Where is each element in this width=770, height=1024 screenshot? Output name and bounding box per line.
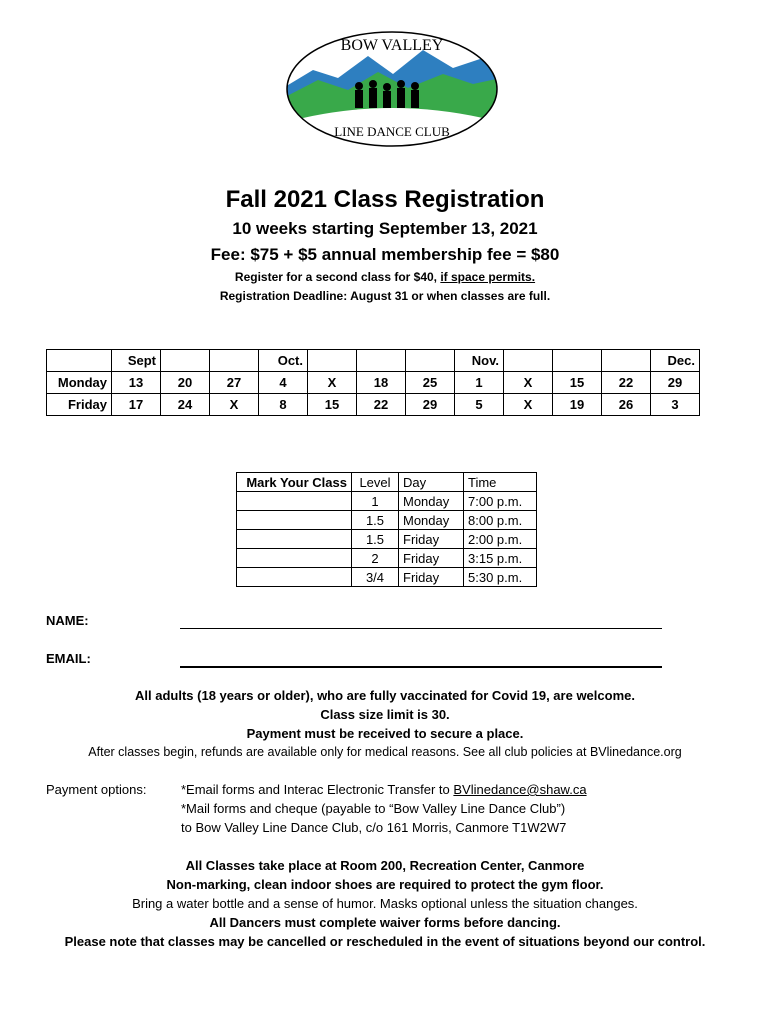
calendar-date: 22: [602, 372, 651, 394]
calendar-date: 22: [357, 394, 406, 416]
deadline-note: Registration Deadline: August 31 or when classes are full.: [219, 289, 551, 303]
class-time: 5:30 p.m.: [464, 568, 537, 587]
calendar-date: 17: [112, 394, 161, 416]
subtitle-start-date: 10 weeks starting September 13, 2021: [232, 219, 538, 238]
calendar-date: X: [308, 372, 357, 394]
second-class-note: [0, 270, 770, 284]
mark-class-cell[interactable]: [237, 549, 352, 568]
class-time: 3:15 p.m.: [464, 549, 537, 568]
calendar-date: 27: [210, 372, 259, 394]
email-label: EMAIL:: [46, 651, 91, 666]
calendar-date: 8: [259, 394, 308, 416]
class-day: Monday: [399, 511, 464, 530]
calendar-date: 25: [406, 372, 455, 394]
class-selection-table: [236, 472, 537, 587]
payment-mail-address: to Bow Valley Line Dance Club, c/o 161 Morris, Canmore T1W2W7: [181, 820, 567, 835]
payment-option-email: [181, 782, 587, 797]
calendar-date: X: [504, 372, 553, 394]
location-notice: All Classes take place at Room 200, Recreation Center, Canmore: [185, 858, 585, 873]
payment-email-text: *Email forms and Interac Electronic Transfer to: [181, 782, 454, 797]
class-row: [237, 530, 537, 549]
class-day: Friday: [399, 530, 464, 549]
calendar-cell: [210, 350, 259, 372]
calendar-cell: [47, 350, 112, 372]
level-header: Level: [352, 473, 399, 492]
calendar-cell: [406, 350, 455, 372]
day-header: Day: [399, 473, 464, 492]
waiver-notice: All Dancers must complete waiver forms before dancing.: [209, 915, 561, 930]
calendar-cell: [357, 350, 406, 372]
subtitle-fee: Fee: $75 + $5 annual membership fee = $80: [210, 245, 560, 264]
calendar-month: Nov.: [455, 350, 504, 372]
class-time: 2:00 p.m.: [464, 530, 537, 549]
payment-options-label: Payment options:: [46, 782, 147, 797]
calendar-date: 18: [357, 372, 406, 394]
vaccination-notice: All adults (18 years or older), who are fully vaccinated for Covid 19, are welcome.: [135, 688, 635, 703]
email-field[interactable]: [180, 650, 662, 668]
calendar-row-monday: [47, 372, 700, 394]
calendar-date: 13: [112, 372, 161, 394]
logo-bottom-text: LINE DANCE CLUB: [334, 124, 450, 139]
calendar-row-label: Friday: [47, 394, 112, 416]
calendar-row-friday: [47, 394, 700, 416]
class-dates-calendar: [46, 349, 700, 416]
calendar-date: 24: [161, 394, 210, 416]
calendar-date: 15: [308, 394, 357, 416]
calendar-date: 20: [161, 372, 210, 394]
calendar-month-row: [47, 350, 700, 372]
class-time: 7:00 p.m.: [464, 492, 537, 511]
time-header: Time: [464, 473, 537, 492]
name-field[interactable]: [180, 612, 662, 629]
calendar-row-label: Monday: [47, 372, 112, 394]
class-day: Monday: [399, 492, 464, 511]
class-level: 1: [352, 492, 399, 511]
class-row: [237, 549, 537, 568]
calendar-date: 15: [553, 372, 602, 394]
calendar-date: 4: [259, 372, 308, 394]
payment-notice: Payment must be received to secure a place.: [246, 726, 524, 741]
class-level: 2: [352, 549, 399, 568]
cancellation-notice: Please note that classes may be cancelled or rescheduled in the event of situations beyond our control.: [64, 934, 706, 949]
calendar-date: X: [210, 394, 259, 416]
shoes-notice: Non-marking, clean indoor shoes are required to protect the gym floor.: [166, 877, 604, 892]
calendar-month: Dec.: [651, 350, 700, 372]
calendar-date: 5: [455, 394, 504, 416]
calendar-cell: [161, 350, 210, 372]
mark-class-cell[interactable]: [237, 530, 352, 549]
class-level: 1.5: [352, 511, 399, 530]
calendar-date: 1: [455, 372, 504, 394]
club-logo: [283, 28, 501, 150]
class-row: [237, 568, 537, 587]
page-title: Fall 2021 Class Registration: [225, 186, 545, 213]
class-row: [237, 511, 537, 530]
calendar-month: Sept: [112, 350, 161, 372]
calendar-date: X: [504, 394, 553, 416]
class-size-notice: Class size limit is 30.: [320, 707, 450, 722]
class-day: Friday: [399, 568, 464, 587]
payment-email-link[interactable]: BVlinedance@shaw.ca: [453, 782, 587, 797]
calendar-date: 19: [553, 394, 602, 416]
name-label: NAME:: [46, 613, 89, 628]
water-bottle-notice: Bring a water bottle and a sense of humor. Masks optional unless the situation changes.: [132, 896, 638, 911]
calendar-date: 29: [406, 394, 455, 416]
space-permits-text: if space permits.: [440, 270, 536, 284]
class-row: [237, 492, 537, 511]
calendar-month: Oct.: [259, 350, 308, 372]
calendar-date: 26: [602, 394, 651, 416]
calendar-cell: [553, 350, 602, 372]
mark-class-header: Mark Your Class: [237, 473, 352, 492]
calendar-cell: [602, 350, 651, 372]
calendar-date: 29: [651, 372, 700, 394]
refund-policy: After classes begin, refunds are available only for medical reasons. See all club policies at BVlinedance.org: [88, 745, 682, 759]
second-class-text: Register for a second class for $40,: [234, 270, 441, 284]
mark-class-cell[interactable]: [237, 568, 352, 587]
logo-top-text: BOW VALLEY: [340, 37, 444, 54]
class-day: Friday: [399, 549, 464, 568]
calendar-cell: [308, 350, 357, 372]
class-time: 8:00 p.m.: [464, 511, 537, 530]
class-table-header: [237, 473, 537, 492]
mark-class-cell[interactable]: [237, 492, 352, 511]
mark-class-cell[interactable]: [237, 511, 352, 530]
class-level: 1.5: [352, 530, 399, 549]
calendar-cell: [504, 350, 553, 372]
class-level: 3/4: [352, 568, 399, 587]
payment-option-mail: *Mail forms and cheque (payable to “Bow Valley Line Dance Club”): [181, 801, 566, 816]
calendar-date: 3: [651, 394, 700, 416]
